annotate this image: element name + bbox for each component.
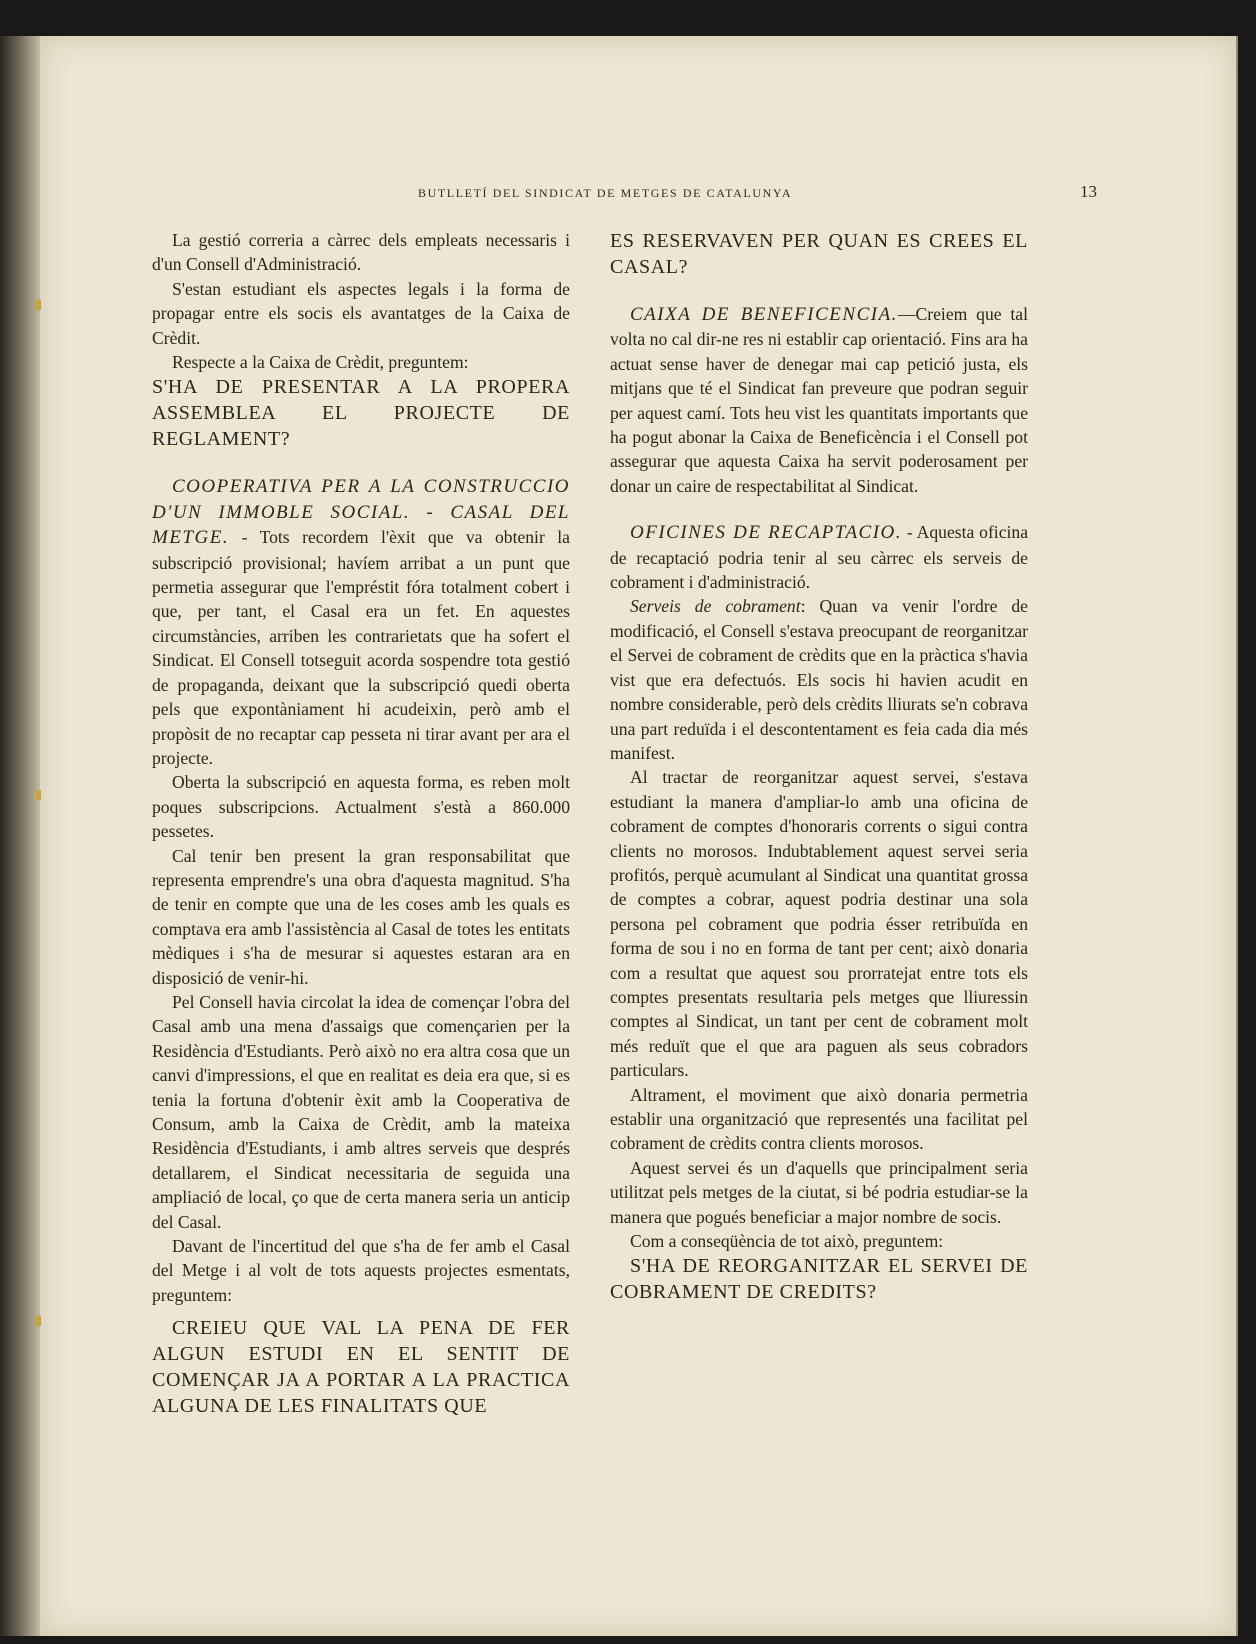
right-column	[610, 228, 1028, 1305]
section-paragraph	[610, 520, 1028, 594]
subsection-paragraph	[610, 594, 1028, 765]
running-header	[40, 182, 1236, 204]
binding-mark	[36, 1316, 41, 1326]
paragraph: Davant de l'incertitud del que s'ha de fer amb el Casal del Metge i al volt de tots aquests projectes esmentats, preguntem:	[152, 1236, 570, 1305]
question-caps: S'HA DE PRESENTAR A LA PROPERA ASSEMBLEA EL PROJECTE DE REGLAMENT?	[152, 376, 570, 451]
paragraph: Al tractar de reorganitzar aquest servei, s'estava estudiant la manera d'ampliar-lo amb una oficina de cobrament de comptes d'honoraris corrents o sigui contra clients no morosos. Indubtablement aquest servei seria profitós, perquè acumulant al Sindicat una quantitat grossa de comptes a cobrar, aquest podria destinar una sola persona pel cobrament que podria ésser retribuïda en forma de sou i no en forma de tant per cent; això donaria com a resultat que aquest sou prorratejat entre tots els comptes presentats resultaria pels metges que lliuressin comptes al Sindicat, un tant per cent de cobrament molt més reduït que el que ara paguen als seus cobradors particulars.	[610, 767, 1028, 1081]
question-caps-continued: ES RESERVAVEN PER QUAN ES CREES EL CASAL?	[610, 230, 1028, 278]
paragraph: La gestió correria a càrrec dels empleats necessaris i d'un Consell d'Administració.	[152, 230, 570, 275]
paragraph: Altrament, el moviment que això donaria permetria establir una organització que representés una facilitat pel cobrament de crèdits contra clients morosos.	[610, 1084, 1028, 1154]
binding-mark	[36, 300, 41, 310]
paragraph: Oberta la subscripció en aquesta forma, es reben molt poques subscripcions. Actualment s'està a 860.000 pessetes.	[152, 772, 570, 842]
subsection-body: : Quan va venir l'ordre de modificació, el Consell s'estava preocupant de reorganitzar el Servei de cobrament de crèdits que en la pràctica s'havia vist que era defectuós. Els socis hi havien acudit en nombre considerable, però dels crèdits lliurats se'n cobrava una part reduïda i el descontentament es feia cada dia més manifest.	[610, 596, 1028, 763]
section-title: OFICINES DE RECAPTACIO.	[630, 522, 903, 544]
page-number: 13	[1080, 182, 1097, 201]
question-caps: CREIEU QUE VAL LA PENA DE FER ALGUN ESTUDI EN EL SENTIT DE COMENÇAR JA A PORTAR A LA PRACTICA ALGUNA DE LES FINALITATS QUE	[152, 1317, 570, 1418]
paragraph: Respecte a la Caixa de Crèdit, preguntem:	[172, 352, 469, 373]
running-title: BUTLLETÍ DEL SINDICAT DE METGES DE CATALUNYA	[418, 186, 793, 200]
paragraph: Cal tenir ben present la gran responsabilitat que representa emprendre's una obra d'aquesta magnitud. S'ha de tenir en compte que una de les coses amb les quals es comptava era amb l'assistència al Casal de totes les entitats mèdiques i s'ha de mesurar si aquestes estaran ara en disposició de venir-hi.	[152, 845, 570, 988]
subsection-title: Serveis de cobrament	[630, 596, 801, 617]
paragraph: Aquest servei és un d'aquells que principalment seria utilitzat pels metges de la ciutat, si bé podria estudiar-se la manera que pogués beneficiar a major nombre de socis.	[610, 1157, 1028, 1227]
paragraph: Pel Consell havia circolat la idea de començar l'obra del Casal amb una mena d'assaigs que començarien per la Residència d'Estudiants. Però això no era altra cosa que un canvi d'impressions, el que en realitat es deia era que, si es tenia la fortuna d'obtenir èxit amb la Cooperativa de Consum, amb la Caixa de Crèdit, amb la mateixa Residència d'Estudiants, i amb altres serveis que després detallarem, el Sindicat necessitaria de seguida una ampliació de local, ço que de certa manera seria un anticip del Casal.	[152, 991, 570, 1232]
paragraph: S'estan estudiant els aspectes legals i la forma de propagar entre els socis els avantatges de la Caixa de Crèdit.	[152, 278, 570, 348]
section-title: CAIXA DE BENEFICENCIA.	[630, 304, 898, 325]
question-caps: S'HA DE REORGANITZAR EL SERVEI DE COBRAMENT DE CREDITS?	[610, 1255, 1028, 1304]
paragraph: Com a conseqüència de tot això, preguntem:	[630, 1231, 944, 1252]
section-title: COOPERATIVA PER A LA CONSTRUCCIO D'UN IMMOBLE SOCIAL. - CASAL DEL METGE.	[152, 476, 570, 549]
section-paragraph	[152, 474, 570, 770]
section-body: —Creiem que tal volta no cal dir-ne res ni establir cap orientació. Fins ara ha actuat sense haver de denegar mai cap petició justa, els mitjans que té el Sindicat fan preveure que podran seguir per aquest camí. Tots heu vist les quantitats importants que ha pogut abonar la Caixa de Beneficència i el Consell pot assegurar que aquesta Caixa ha servit poderosament per donar un caire de respectabilitat al Sindicat.	[610, 304, 1028, 496]
section-body: - Aquesta oficina de recaptació podria tenir al seu càrrec els serveis de cobrament i d'administració.	[610, 522, 1029, 593]
section-body: - Tots recordem l'èxit que va obtenir la subscripció provisional; havíem arribat a un punt que permetia assegurar que l'empréstit fóra totalment cobert i que, per tant, el Casal era un fet. En aquestes circumstàncies, arriben les contrarietats que ha sofert el Sindicat. El Consell totseguit acorda sospendre tota gestió de propaganda, deixant que la subscripció quedi oberta pels que expontàniament hi acudeixin, però amb el propòsit de no recaptar cap pesseta ni tirar avant per ara el projecte.	[152, 527, 570, 768]
left-column	[152, 228, 570, 1419]
section-paragraph	[610, 302, 1028, 498]
binding-mark	[36, 790, 41, 800]
document-page	[40, 36, 1236, 1636]
